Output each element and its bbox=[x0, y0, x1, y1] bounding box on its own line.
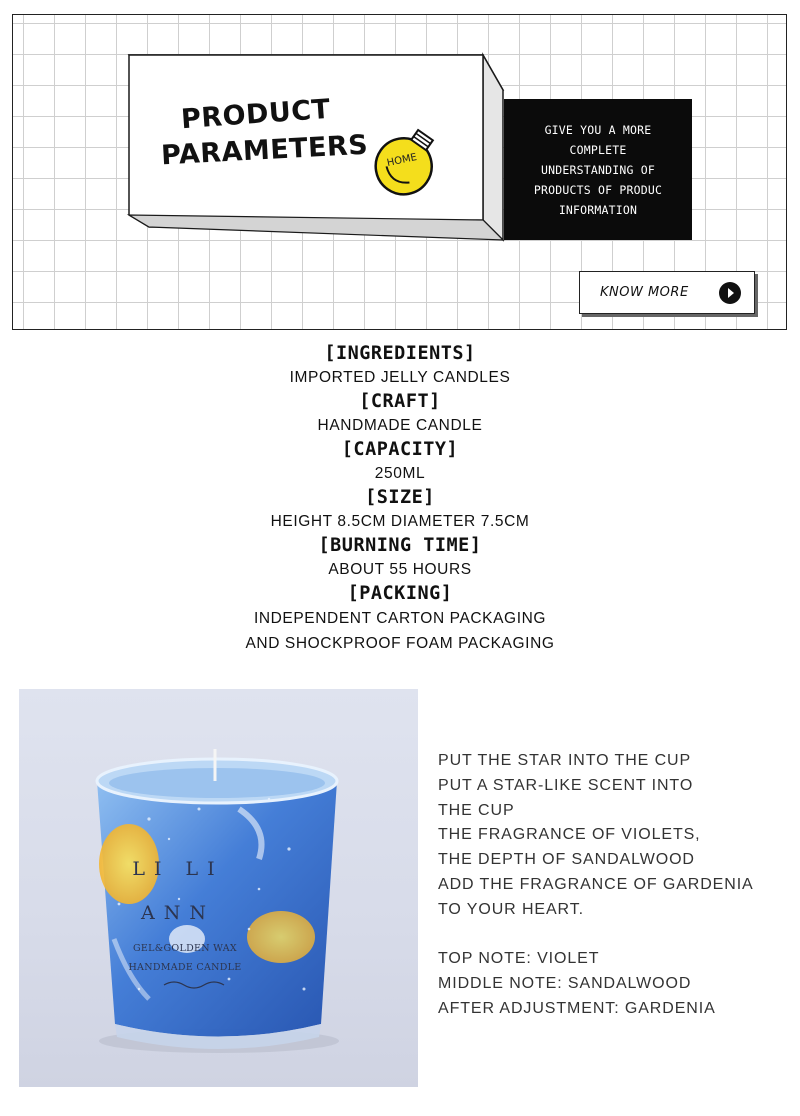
parameter-heading-capacity: [CAPACITY] bbox=[341, 439, 459, 460]
description-line: THE FRAGRANCE OF VIOLETS, bbox=[438, 826, 701, 844]
scent-note-middle: MIDDLE NOTE: SANDALWOOD bbox=[438, 975, 692, 993]
parameter-heading-ingredients: [INGREDIENTS] bbox=[324, 343, 476, 364]
parameter-value-burning-time: ABOUT 55 HOURS bbox=[328, 561, 472, 578]
description-line: ADD THE FRAGRANCE OF GARDENIA bbox=[438, 875, 754, 893]
info-line: INFORMATION bbox=[558, 202, 638, 217]
scent-note-top: TOP NOTE: VIOLET bbox=[438, 950, 600, 968]
info-line: GIVE YOU A MORE bbox=[544, 122, 652, 137]
candle-brand-line2: ANN bbox=[141, 902, 215, 924]
parameter-heading-packing: [PACKING] bbox=[347, 583, 453, 604]
info-line: PRODUCTS OF PRODUC bbox=[533, 182, 663, 197]
description-spacer bbox=[438, 923, 783, 948]
banner-title-line1: PRODUCT bbox=[180, 93, 332, 136]
candle-brand-line1: LI LI bbox=[132, 858, 224, 880]
description-line: THE CUP bbox=[438, 801, 515, 819]
parameters-list bbox=[0, 342, 800, 656]
parameter-value-packing: INDEPENDENT CARTON PACKAGING bbox=[253, 610, 547, 627]
play-circle-icon bbox=[718, 281, 742, 305]
description-line: THE DEPTH OF SANDALWOOD bbox=[438, 851, 695, 869]
parameter-value-packing: AND SHOCKPROOF FOAM PACKAGING bbox=[245, 635, 555, 652]
scent-note-after: AFTER ADJUSTMENT: GARDENIA bbox=[438, 999, 716, 1017]
know-more-button[interactable] bbox=[579, 271, 755, 314]
description-line: TO YOUR HEART. bbox=[438, 900, 584, 918]
product-parameters-banner bbox=[12, 14, 787, 330]
candle-photo bbox=[19, 689, 418, 1087]
parameter-heading-burning-time: [BURNING TIME] bbox=[318, 535, 482, 556]
description-line: PUT A STAR-LIKE SCENT INTO bbox=[438, 776, 694, 794]
parameter-value-craft: HANDMADE CANDLE bbox=[317, 417, 483, 434]
candle-subline2: HANDMADE CANDLE bbox=[128, 962, 242, 973]
product-description bbox=[438, 749, 783, 1022]
know-more-label: KNOW MORE bbox=[600, 285, 689, 300]
parameter-heading-craft: [CRAFT] bbox=[359, 391, 441, 412]
parameter-value-capacity: 250ML bbox=[374, 465, 426, 482]
info-line: UNDERSTANDING OF bbox=[541, 162, 655, 177]
parameter-value-ingredients: IMPORTED JELLY CANDLES bbox=[289, 369, 511, 386]
parameter-heading-size: [SIZE] bbox=[365, 487, 435, 508]
parameter-value-size: HEIGHT 8.5CM DIAMETER 7.5CM bbox=[270, 513, 530, 530]
info-line: COMPLETE bbox=[569, 142, 627, 157]
banner-title-line2: PARAMETERS bbox=[160, 129, 369, 172]
home-badge: HOME bbox=[386, 151, 418, 170]
candle-subline1: GEL&GOLDEN WAX bbox=[133, 943, 237, 954]
info-box bbox=[504, 99, 692, 240]
description-line: PUT THE STAR INTO THE CUP bbox=[438, 752, 692, 769]
